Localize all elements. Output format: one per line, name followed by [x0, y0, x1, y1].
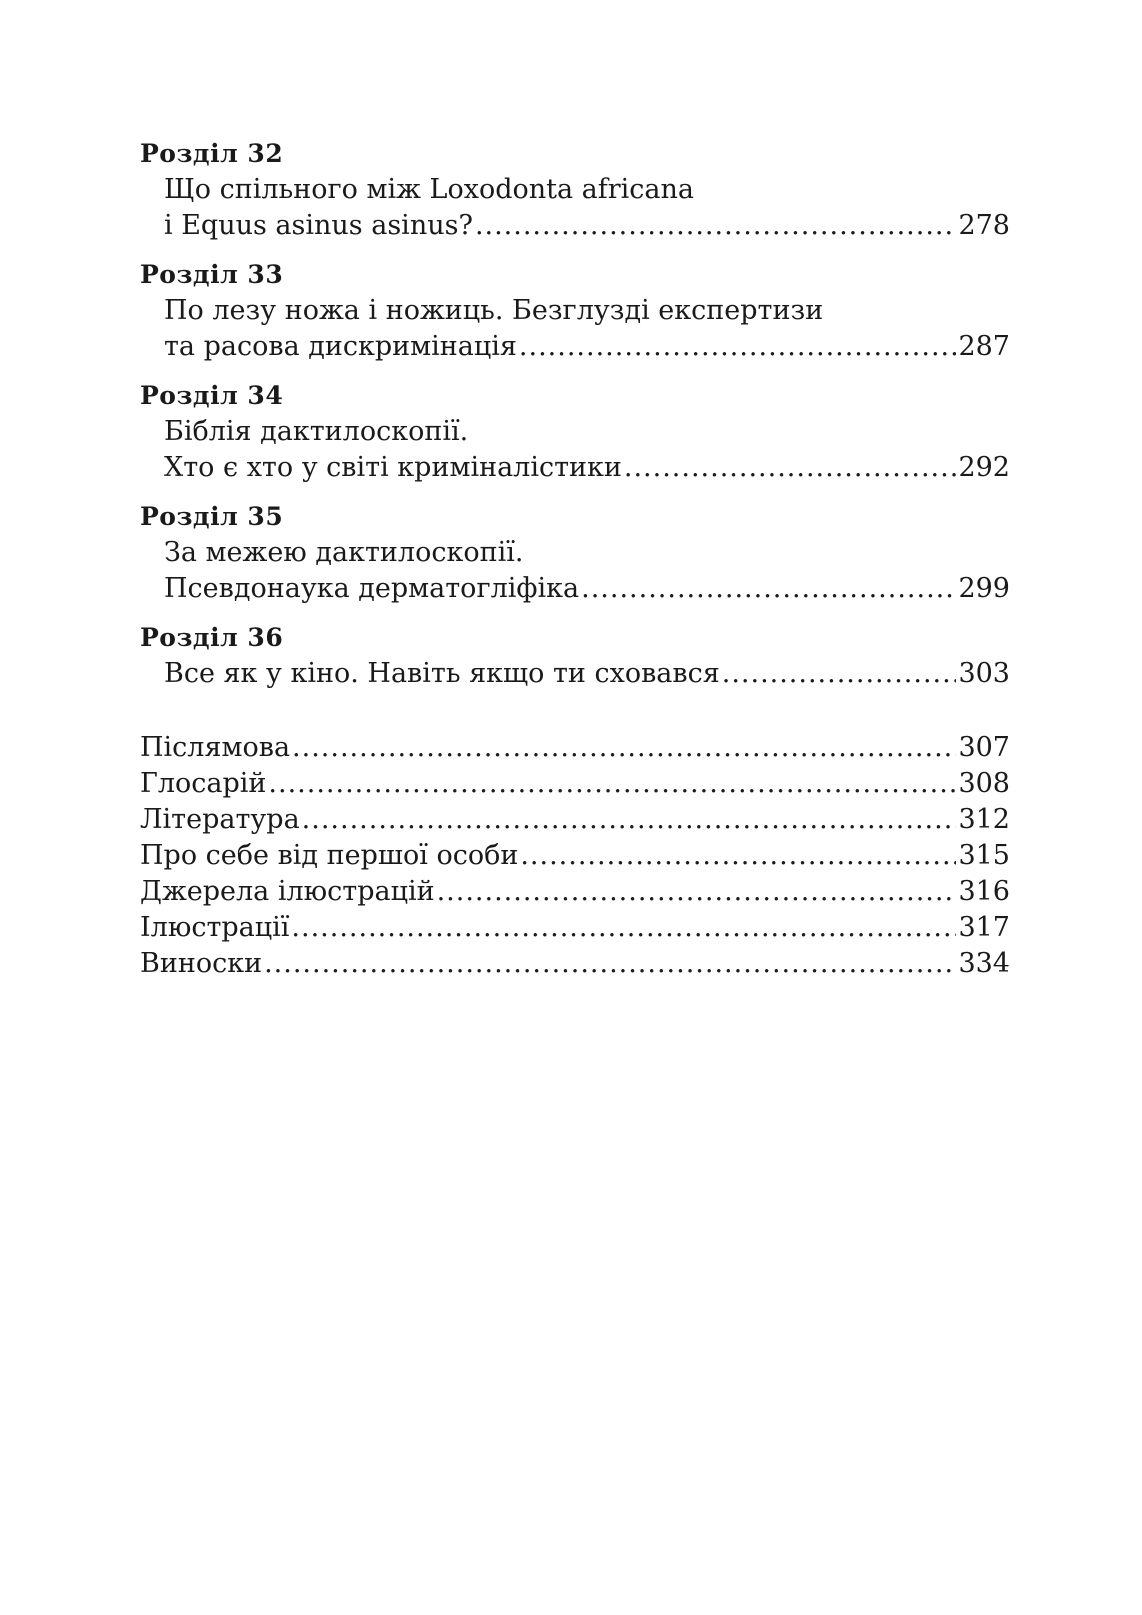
page-number: 312	[958, 804, 1010, 835]
chapter-title-line: Хто є хто у світі криміналістики	[164, 452, 622, 483]
toc-chapter-33	[140, 257, 1010, 365]
table-of-contents	[140, 136, 1010, 982]
toc-entry-illustration-sources[interactable]	[140, 874, 1010, 910]
toc-chapter-36	[140, 620, 1010, 692]
toc-entry-glossary[interactable]	[140, 766, 1010, 802]
page-number: 308	[958, 768, 1010, 799]
chapter-title-line: За межею дактилоскопії.	[164, 537, 524, 568]
dot-leader	[519, 329, 957, 365]
chapter-heading: Розділ 33	[140, 260, 284, 289]
chapter-title-line: По лезу ножа і ножиць. Безглузді експертизи	[164, 295, 824, 326]
toc-entry-illustrations[interactable]	[140, 910, 1010, 946]
dot-leader	[520, 838, 956, 874]
chapter-title-line: Псевдонаука дерматогліфіка	[164, 573, 580, 604]
dot-leader	[581, 571, 956, 607]
page-number: 292	[958, 452, 1010, 483]
entry-label: Про себе від першої особи	[140, 840, 519, 871]
dot-leader	[302, 802, 957, 838]
dot-leader	[475, 208, 957, 244]
toc-chapter-32	[140, 136, 1010, 244]
dot-leader	[264, 946, 956, 982]
page-number: 307	[958, 732, 1010, 763]
dot-leader	[624, 450, 957, 486]
entry-label: Джерела ілюстрацій	[140, 876, 435, 907]
page-number: 287	[958, 331, 1010, 362]
chapter-title-line: Що спільного між Loxodonta africana	[164, 174, 695, 205]
page-number: 315	[958, 840, 1010, 871]
toc-entry[interactable]	[140, 450, 1010, 486]
toc-entry[interactable]	[140, 656, 1010, 692]
chapter-heading: Розділ 35	[140, 502, 284, 531]
chapter-title-line: Все як у кіно. Навіть якщо ти сховався	[164, 658, 720, 689]
entry-label: Виноски	[140, 948, 263, 979]
dot-leader	[292, 730, 956, 766]
chapter-title-line: та расова дискримінація	[164, 331, 517, 362]
chapter-title-line: і Equus asinus asinus?	[164, 210, 473, 241]
chapter-heading: Розділ 34	[140, 381, 284, 410]
chapter-heading: Розділ 32	[140, 139, 284, 168]
page-number: 317	[958, 912, 1010, 943]
entry-label: Література	[140, 804, 300, 835]
dot-leader	[291, 910, 956, 946]
toc-entry-afterword[interactable]	[140, 730, 1010, 766]
toc-chapter-34	[140, 378, 1010, 486]
toc-entry-literature[interactable]	[140, 802, 1010, 838]
entry-label: Післямова	[140, 732, 291, 763]
page-number: 303	[958, 658, 1010, 689]
chapter-heading: Розділ 36	[140, 623, 284, 652]
dot-leader	[437, 874, 957, 910]
toc-entry[interactable]	[140, 571, 1010, 607]
entry-label: Глосарій	[140, 768, 267, 799]
toc-entry[interactable]	[140, 208, 1010, 244]
toc-entry-footnotes[interactable]	[140, 946, 1010, 982]
dot-leader	[722, 656, 957, 692]
entry-label: Ілюстрації	[140, 912, 290, 943]
chapter-title-line: Біблія дактилоскопії.	[164, 416, 469, 447]
toc-entry[interactable]	[140, 329, 1010, 365]
toc-entry-about-author[interactable]	[140, 838, 1010, 874]
page-number: 334	[958, 948, 1010, 979]
page-number: 278	[958, 210, 1010, 241]
dot-leader	[268, 766, 956, 802]
page-number: 299	[958, 573, 1010, 604]
toc-chapter-35	[140, 499, 1010, 607]
page-number: 316	[958, 876, 1010, 907]
back-matter-list	[140, 730, 1010, 982]
